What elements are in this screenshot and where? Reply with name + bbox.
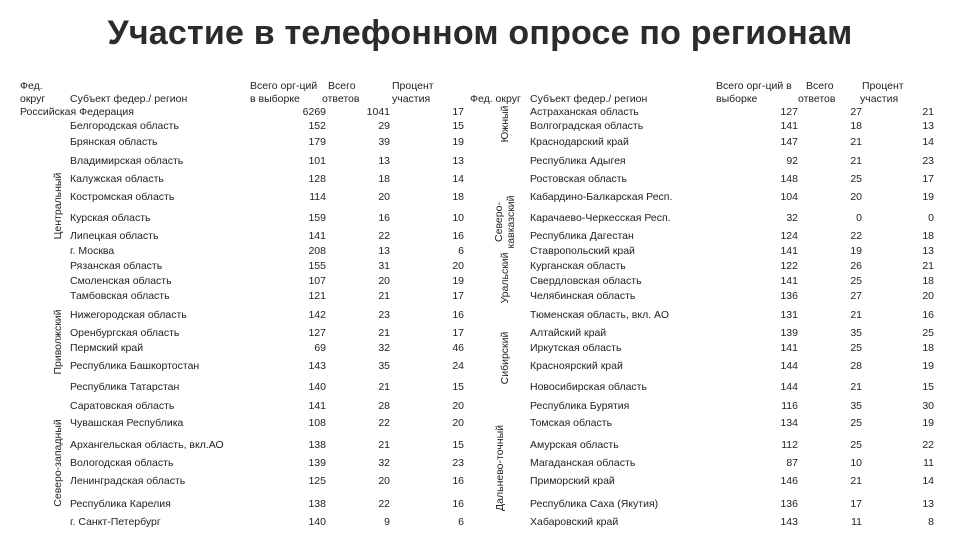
right-header-fed-okrug: Фед. округ bbox=[470, 93, 521, 105]
left-row-subject: Смоленская область bbox=[70, 275, 172, 287]
right-row-percent: 13 bbox=[922, 245, 934, 257]
right-row-total-orgs: 136 bbox=[780, 290, 798, 302]
right-row-subject: Иркутская область bbox=[530, 342, 622, 354]
left-row-total-resp: 13 bbox=[378, 245, 390, 257]
left-row-subject: Липецкая область bbox=[70, 230, 159, 242]
left-row-total-orgs: 127 bbox=[308, 327, 326, 339]
left-row-total-orgs: 141 bbox=[308, 400, 326, 412]
left-row-subject: Владимирская область bbox=[70, 155, 184, 167]
right-row-total-resp: 25 bbox=[850, 173, 862, 185]
left-row-subject: г. Санкт-Петербург bbox=[70, 516, 161, 528]
left-header-percent-2: участия bbox=[392, 93, 431, 105]
right-row-subject: Свердловская область bbox=[530, 275, 642, 287]
right-row-percent: 0 bbox=[928, 212, 934, 224]
left-row-total-resp: 28 bbox=[378, 400, 390, 412]
left-row-subject: Республика Башкортостан bbox=[70, 360, 200, 372]
right-row-total-resp: 19 bbox=[850, 245, 862, 257]
left-row-percent: 16 bbox=[452, 309, 464, 321]
right-row-percent: 13 bbox=[922, 120, 934, 132]
left-row-total-orgs: 152 bbox=[308, 120, 326, 132]
left-row-total-orgs: 140 bbox=[308, 516, 326, 528]
left-row-total-orgs: 69 bbox=[314, 342, 326, 354]
right-row-percent: 30 bbox=[922, 400, 934, 412]
left-row-percent: 6 bbox=[458, 516, 464, 528]
left-row-subject: Калужская область bbox=[70, 173, 164, 185]
right-row-subject: Курганская область bbox=[530, 260, 626, 272]
left-row-total-orgs: 121 bbox=[308, 290, 326, 302]
left-row-total-orgs: 141 bbox=[308, 230, 326, 242]
left-row-total-orgs: 138 bbox=[308, 439, 326, 451]
right-row-total-orgs: 141 bbox=[780, 245, 798, 257]
right-row-total-orgs: 127 bbox=[780, 106, 798, 118]
left-row-total-orgs: 140 bbox=[308, 381, 326, 393]
right-row-subject: Новосибирская область bbox=[530, 381, 647, 393]
left-row-total-orgs: 6269 bbox=[302, 106, 326, 118]
left-row-total-orgs: 128 bbox=[308, 173, 326, 185]
right-row-percent: 16 bbox=[922, 309, 934, 321]
right-header-subject: Субъект федер./ регион bbox=[530, 93, 648, 105]
right-row-percent: 19 bbox=[922, 191, 934, 203]
left-row-total-resp: 21 bbox=[378, 290, 390, 302]
right-row-total-resp: 21 bbox=[850, 475, 862, 487]
left-row-total-resp: 13 bbox=[378, 155, 390, 167]
left-row-total-resp: 21 bbox=[378, 327, 390, 339]
right-header-total-orgs-2: выборке bbox=[716, 93, 758, 105]
left-row-total-orgs: 138 bbox=[308, 498, 326, 510]
right-group-label: Уральский bbox=[499, 252, 511, 304]
right-row-subject: Республика Бурятия bbox=[530, 400, 630, 412]
right-row-percent: 25 bbox=[922, 327, 934, 339]
left-row-subject: Нижегородская область bbox=[70, 309, 187, 321]
left-row-total-resp: 31 bbox=[378, 260, 390, 272]
right-row-total-orgs: 136 bbox=[780, 498, 798, 510]
left-row-total-orgs: 208 bbox=[308, 245, 326, 257]
left-row-percent: 20 bbox=[452, 417, 464, 429]
left-row-percent: 15 bbox=[452, 381, 464, 393]
right-row-total-resp: 35 bbox=[850, 400, 862, 412]
right-row-total-resp: 27 bbox=[850, 106, 862, 118]
right-row-total-orgs: 112 bbox=[781, 439, 798, 451]
right-row-percent: 14 bbox=[922, 136, 934, 148]
right-row-subject: Приморский край bbox=[530, 475, 615, 487]
right-row-subject: Карачаево-Черкесская Респ. bbox=[530, 212, 671, 224]
right-row-total-resp: 18 bbox=[850, 120, 862, 132]
right-row-percent: 21 bbox=[922, 106, 934, 118]
left-row-subject: Пермский край bbox=[70, 342, 144, 354]
right-row-total-resp: 25 bbox=[850, 417, 862, 429]
right-row-subject: Амурская область bbox=[530, 439, 619, 451]
right-header-total-resp-2: ответов bbox=[798, 93, 836, 105]
left-row-total-resp: 23 bbox=[378, 309, 390, 321]
left-header-fed-okrug-1: Фед. bbox=[20, 80, 43, 92]
left-header-total-orgs-2: в выборке bbox=[250, 93, 300, 105]
left-row-percent: 10 bbox=[452, 212, 464, 224]
left-row-percent: 20 bbox=[452, 260, 464, 272]
left-row-subject: Российская Федерация bbox=[20, 106, 134, 118]
left-row-subject: Тамбовская область bbox=[70, 290, 170, 302]
left-row-percent: 19 bbox=[452, 275, 464, 287]
left-row-total-orgs: 107 bbox=[308, 275, 326, 287]
right-row-total-orgs: 92 bbox=[786, 155, 798, 167]
right-group-label: Сибирский bbox=[499, 331, 511, 385]
right-group-label: Северо-кавказский bbox=[493, 195, 517, 249]
left-row-subject: г. Москва bbox=[70, 245, 115, 257]
right-row-subject: Красноярский край bbox=[530, 360, 623, 372]
left-row-total-resp: 21 bbox=[378, 439, 390, 451]
left-header-total-orgs-1: Всего орг-ций bbox=[250, 80, 318, 92]
right-row-subject: Кабардино-Балкарская Респ. bbox=[530, 191, 673, 203]
left-row-total-orgs: 108 bbox=[308, 417, 326, 429]
left-row-total-resp: 22 bbox=[378, 498, 390, 510]
right-row-total-resp: 25 bbox=[850, 275, 862, 287]
right-row-percent: 15 bbox=[922, 381, 934, 393]
left-row-total-resp: 32 bbox=[378, 457, 390, 469]
left-row-percent: 15 bbox=[452, 439, 464, 451]
left-row-subject: Оренбургская область bbox=[70, 327, 180, 339]
right-row-percent: 11 bbox=[923, 457, 934, 469]
right-row-total-resp: 27 bbox=[850, 290, 862, 302]
right-row-subject: Республика Адыгея bbox=[530, 155, 626, 167]
left-header-percent-1: Процент bbox=[392, 80, 434, 92]
left-row-total-resp: 32 bbox=[378, 342, 390, 354]
right-row-subject: Челябинская область bbox=[530, 290, 636, 302]
right-row-total-resp: 35 bbox=[850, 327, 862, 339]
left-group-label: Центральный bbox=[52, 172, 64, 240]
right-row-subject: Тюменская область, вкл. АО bbox=[530, 309, 669, 321]
right-row-total-resp: 26 bbox=[850, 260, 862, 272]
left-row-subject: Белгородская область bbox=[70, 120, 179, 132]
left-row-percent: 16 bbox=[452, 475, 464, 487]
right-row-percent: 21 bbox=[922, 260, 934, 272]
right-row-percent: 18 bbox=[922, 275, 934, 287]
right-row-percent: 8 bbox=[928, 516, 934, 528]
left-row-percent: 24 bbox=[452, 360, 464, 372]
left-row-percent: 16 bbox=[452, 498, 464, 510]
right-row-percent: 20 bbox=[922, 290, 934, 302]
left-row-percent: 20 bbox=[452, 400, 464, 412]
left-header-total-resp-2: ответов bbox=[322, 93, 360, 105]
right-row-total-resp: 22 bbox=[850, 230, 862, 242]
right-row-total-resp: 25 bbox=[850, 342, 862, 354]
left-row-subject: Вологодская область bbox=[70, 457, 174, 469]
right-row-total-resp: 25 bbox=[850, 439, 862, 451]
left-row-percent: 17 bbox=[452, 106, 464, 118]
left-row-percent: 23 bbox=[452, 457, 464, 469]
left-row-percent: 19 bbox=[452, 136, 464, 148]
right-header-percent-2: участия bbox=[860, 93, 899, 105]
right-row-total-orgs: 32 bbox=[786, 212, 798, 224]
right-row-total-orgs: 141 bbox=[780, 342, 798, 354]
left-row-percent: 14 bbox=[452, 173, 464, 185]
left-group-label: Северо-западный bbox=[52, 419, 64, 507]
right-row-percent: 19 bbox=[922, 360, 934, 372]
left-header-total-resp-1: Всего bbox=[328, 80, 356, 92]
left-row-total-resp: 9 bbox=[384, 516, 390, 528]
right-row-percent: 13 bbox=[922, 498, 934, 510]
right-row-subject: Томская область bbox=[530, 417, 613, 429]
left-row-total-orgs: 101 bbox=[308, 155, 326, 167]
left-row-total-orgs: 143 bbox=[308, 360, 326, 372]
left-row-subject: Республика Карелия bbox=[70, 498, 171, 510]
right-header-total-orgs-1: Всего орг-ций в bbox=[716, 80, 792, 92]
right-row-total-orgs: 141 bbox=[780, 120, 798, 132]
right-row-percent: 14 bbox=[922, 475, 934, 487]
right-row-total-orgs: 122 bbox=[780, 260, 798, 272]
right-row-total-orgs: 124 bbox=[780, 230, 798, 242]
right-row-subject: Республика Саха (Якутия) bbox=[530, 498, 659, 510]
left-row-percent: 46 bbox=[452, 342, 464, 354]
left-row-total-orgs: 125 bbox=[308, 475, 326, 487]
left-row-subject: Ленинградская область bbox=[70, 475, 186, 487]
right-group-label: Южный bbox=[499, 105, 511, 143]
left-row-total-resp: 20 bbox=[378, 191, 390, 203]
left-row-subject: Чувашская Республика bbox=[70, 417, 184, 429]
left-group-label: Приволжский bbox=[52, 309, 64, 375]
left-row-percent: 18 bbox=[452, 191, 464, 203]
left-row-subject: Республика Татарстан bbox=[70, 381, 180, 393]
left-row-subject: Саратовская область bbox=[70, 400, 175, 412]
right-row-percent: 18 bbox=[922, 230, 934, 242]
right-row-total-resp: 21 bbox=[850, 381, 862, 393]
left-row-total-orgs: 114 bbox=[309, 191, 326, 203]
left-row-total-resp: 20 bbox=[378, 275, 390, 287]
right-row-subject: Краснодарский край bbox=[530, 136, 629, 148]
right-row-total-resp: 0 bbox=[856, 212, 862, 224]
right-row-subject: Астраханская область bbox=[530, 106, 639, 118]
right-row-total-orgs: 144 bbox=[780, 360, 798, 372]
left-row-subject: Рязанская область bbox=[70, 260, 163, 272]
right-row-subject: Республика Дагестан bbox=[530, 230, 634, 242]
right-row-subject: Хабаровский край bbox=[530, 516, 619, 528]
right-row-total-orgs: 87 bbox=[786, 457, 798, 469]
left-row-total-resp: 1041 bbox=[366, 106, 390, 118]
page-title: Участие в телефонном опросе по регионам bbox=[107, 14, 853, 52]
left-row-total-orgs: 179 bbox=[308, 136, 326, 148]
left-row-percent: 16 bbox=[452, 230, 464, 242]
right-row-total-resp: 10 bbox=[850, 457, 862, 469]
right-row-total-resp: 28 bbox=[850, 360, 862, 372]
right-row-total-orgs: 134 bbox=[780, 417, 798, 429]
left-row-total-orgs: 139 bbox=[308, 457, 326, 469]
right-row-total-orgs: 131 bbox=[780, 309, 798, 321]
right-row-percent: 22 bbox=[922, 439, 934, 451]
right-row-percent: 23 bbox=[922, 155, 934, 167]
right-row-subject: Магаданская область bbox=[530, 457, 636, 469]
right-row-total-resp: 17 bbox=[850, 498, 862, 510]
right-row-subject: Алтайский край bbox=[530, 327, 607, 339]
left-header-subject: Субъект федер./ регион bbox=[70, 93, 188, 105]
right-row-subject: Ставропольский край bbox=[530, 245, 635, 257]
left-row-percent: 17 bbox=[452, 327, 464, 339]
left-row-percent: 15 bbox=[452, 120, 464, 132]
right-row-total-orgs: 148 bbox=[780, 173, 798, 185]
right-row-total-resp: 21 bbox=[850, 155, 862, 167]
left-row-percent: 6 bbox=[458, 245, 464, 257]
left-row-subject: Курская область bbox=[70, 212, 151, 224]
right-group-label: Дальнево-точный bbox=[494, 425, 506, 511]
left-row-total-resp: 18 bbox=[378, 173, 390, 185]
left-row-total-resp: 20 bbox=[378, 475, 390, 487]
right-row-percent: 19 bbox=[922, 417, 934, 429]
right-row-percent: 18 bbox=[922, 342, 934, 354]
right-row-total-resp: 20 bbox=[850, 191, 862, 203]
right-row-total-orgs: 141 bbox=[780, 275, 798, 287]
right-row-total-resp: 11 bbox=[851, 516, 862, 528]
right-row-subject: Ростовская область bbox=[530, 173, 628, 185]
left-row-total-resp: 22 bbox=[378, 230, 390, 242]
right-row-total-orgs: 144 bbox=[780, 381, 798, 393]
right-row-total-orgs: 139 bbox=[780, 327, 798, 339]
right-row-total-orgs: 116 bbox=[781, 400, 798, 412]
left-row-total-resp: 35 bbox=[378, 360, 390, 372]
right-row-total-orgs: 146 bbox=[780, 475, 798, 487]
right-row-total-resp: 21 bbox=[850, 136, 862, 148]
left-row-total-orgs: 142 bbox=[308, 309, 326, 321]
left-row-total-orgs: 155 bbox=[308, 260, 326, 272]
left-row-percent: 13 bbox=[452, 155, 464, 167]
left-row-total-resp: 39 bbox=[378, 136, 390, 148]
left-row-subject: Брянская область bbox=[70, 136, 158, 148]
left-row-percent: 17 bbox=[452, 290, 464, 302]
right-row-total-resp: 21 bbox=[850, 309, 862, 321]
left-header-fed-okrug-2: округ bbox=[20, 93, 46, 105]
left-row-subject: Костромская область bbox=[70, 191, 175, 203]
left-row-total-resp: 22 bbox=[378, 417, 390, 429]
right-row-total-orgs: 147 bbox=[780, 136, 798, 148]
right-row-total-orgs: 104 bbox=[780, 191, 798, 203]
right-row-percent: 17 bbox=[922, 173, 934, 185]
left-row-subject: Архангельская область, вкл.АО bbox=[70, 439, 224, 451]
left-row-total-resp: 16 bbox=[378, 212, 390, 224]
right-row-subject: Волгоградская область bbox=[530, 120, 644, 132]
right-header-percent-1: Процент bbox=[862, 80, 904, 92]
left-row-total-orgs: 159 bbox=[308, 212, 326, 224]
left-row-total-resp: 21 bbox=[378, 381, 390, 393]
right-row-total-orgs: 143 bbox=[780, 516, 798, 528]
right-header-total-resp-1: Всего bbox=[806, 80, 834, 92]
left-row-total-resp: 29 bbox=[378, 120, 390, 132]
